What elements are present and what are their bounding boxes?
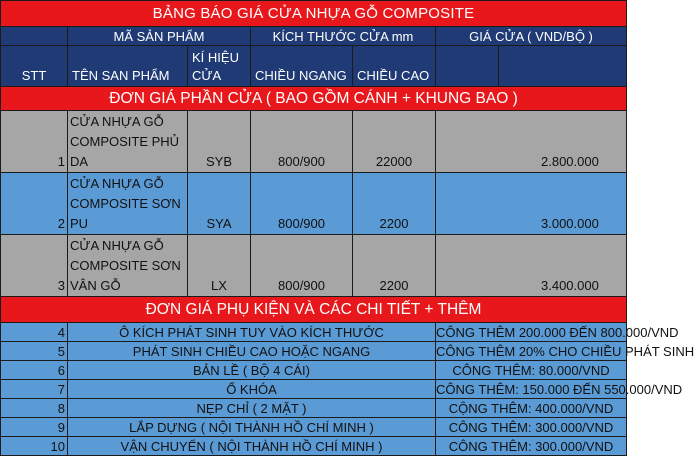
- header-product-code: MÃ SẢN PHẨM: [68, 27, 251, 46]
- accessory-name: BẢN LỀ ( BỘ 4 CÁI): [68, 361, 436, 380]
- accessory-price: CỘNG THÊM: 400.000/VND: [436, 399, 627, 418]
- table-row: [1, 173, 627, 235]
- header-price-blank-2: [499, 46, 627, 87]
- door-width: 800/900: [251, 173, 353, 235]
- accessory-price: CÔNG THÊM: 300.000/VND: [436, 437, 627, 456]
- accessory-stt: 7: [1, 380, 68, 399]
- accessory-price: CÔNG THÊM 20% CHO CHIỀU PHÁT SINH: [436, 343, 694, 359]
- table-row: [1, 437, 627, 456]
- header-door-price: GIÁ CỬA ( VND/BỘ ): [436, 27, 627, 46]
- door-code: LX: [188, 235, 251, 297]
- door-name: CỬA NHỰA GỖ COMPOSITE PHỦ DA: [68, 111, 188, 173]
- door-height: 2200: [353, 235, 436, 297]
- door-code: SYA: [188, 173, 251, 235]
- header-stt: STT: [1, 46, 68, 87]
- accessory-stt: 9: [1, 418, 68, 437]
- door-stt: 2: [1, 173, 68, 235]
- header-door-size: KÍCH THƯỚC CỬA mm: [251, 27, 436, 46]
- accessory-price: CÔNG THÊM: 300.000/VND: [436, 418, 627, 437]
- header-stt-top: [1, 27, 68, 46]
- header-door-symbol: [188, 46, 251, 87]
- accessory-name: Ổ KHÓA: [68, 380, 436, 399]
- accessory-name: VẬN CHUYỂN ( NỘI THÀNH HỒ CHÍ MINH ): [68, 437, 436, 456]
- door-stt: 1: [1, 111, 68, 173]
- accessory-stt: 5: [1, 342, 68, 361]
- header-height: CHIỀU CAO: [353, 46, 436, 87]
- accessory-stt: 6: [1, 361, 68, 380]
- door-price: 2.800.000: [436, 111, 627, 173]
- accessory-stt: 10: [1, 437, 68, 456]
- table-row: [1, 361, 627, 380]
- accessory-price: CÔNG THÊM: 150.000 ĐẾN 550.000/VND: [436, 381, 683, 397]
- table-row: [1, 323, 627, 342]
- header-product-name: TÊN SAN PHẨM: [68, 46, 188, 87]
- door-stt: 3: [1, 235, 68, 297]
- door-width: 800/900: [251, 111, 353, 173]
- door-price: 3.000.000: [436, 173, 627, 235]
- table-row: [1, 380, 627, 399]
- section-accessory-pricing: ĐƠN GIÁ PHỤ KIỆN VÀ CÁC CHI TIẾT + THÊM: [1, 297, 627, 323]
- table-row: [1, 342, 627, 361]
- accessory-name: PHÁT SINH CHIỀU CAO HOẶC NGANG: [68, 342, 436, 361]
- accessory-price: CÔNG THÊM: 80.000/VND: [436, 361, 627, 380]
- header-width: CHIỀU NGANG: [251, 46, 353, 87]
- door-name: CỬA NHỰA GỖ COMPOSITE SƠN VÂN GỖ: [68, 235, 188, 297]
- accessory-stt: 8: [1, 399, 68, 418]
- door-height: 2200: [353, 173, 436, 235]
- section-door-pricing: ĐƠN GIÁ PHẦN CỬA ( BAO GỒM CÁNH + KHUNG BAO ): [1, 87, 627, 111]
- door-width: 800/900: [251, 235, 353, 297]
- header-price-blank-1: [436, 46, 499, 87]
- door-height: 22000: [353, 111, 436, 173]
- header-door-symbol-line2: CỬA: [192, 68, 222, 83]
- door-price: 3.400.000: [436, 235, 627, 297]
- accessory-price: CÔNG THÊM 200.000 ĐẾN 800.000/VND: [436, 324, 679, 340]
- table-row: [1, 399, 627, 418]
- table-row: [1, 235, 627, 297]
- table-row: [1, 418, 627, 437]
- accessory-name: LẮP DỰNG ( NỘI THÀNH HỒ CHÍ MINH ): [68, 418, 436, 437]
- accessory-stt: 4: [1, 323, 68, 342]
- door-code: SYB: [188, 111, 251, 173]
- accessory-name: NẸP CHỈ ( 2 MẶT ): [68, 399, 436, 418]
- header-door-symbol-line1: KÍ HIỆU: [192, 50, 239, 65]
- accessory-name: Ô KÍCH PHÁT SINH TUY VÀO KÍCH THƯỚC: [68, 323, 436, 342]
- door-name: CỬA NHỰA GỖ COMPOSITE SƠN PU: [68, 173, 188, 235]
- sheet-title: BẢNG BÁO GIÁ CỬA NHỰA GỖ COMPOSITE: [1, 1, 627, 27]
- table-row: [1, 111, 627, 173]
